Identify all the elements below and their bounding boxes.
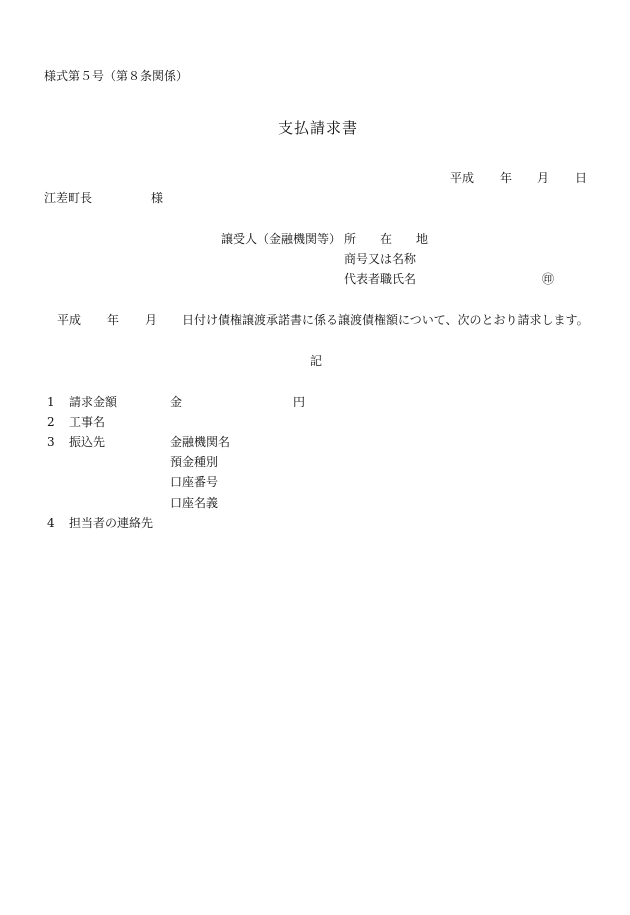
date-year: 年 [500,171,513,185]
date-month: 月 [537,171,550,185]
trade-name-label: 商号又は名称 [344,252,417,266]
representative-label: 代表者職氏名 [344,272,417,286]
addressee-honorific: 様 [151,191,164,205]
item-4-label: 担当者の連絡先 [69,516,154,530]
claimant-role: 譲受人（金融機関等） [221,232,342,246]
document-title: 支払請求書 [278,119,359,137]
ki-mark: 記 [310,354,323,368]
statement-text: 日付け債権譲渡承諾書に係る譲渡債権額について、次のとおり請求します。 [182,313,589,327]
addressee-name: 江差町長 [44,191,93,205]
date-day: 日 [575,171,588,185]
date-era: 平成 [450,171,475,185]
statement-month: 月 [145,313,158,327]
item-4-number: 4 [47,516,55,530]
item-1-number: 1 [47,395,55,409]
account-holder-label: 口座名義 [170,496,219,510]
item-2-label: 工事名 [69,415,106,429]
statement-year: 年 [107,313,120,327]
item-1-prefix: 金 [170,395,183,409]
item-2-number: 2 [47,415,55,429]
form-number: 様式第５号（第８条関係） [44,69,189,83]
statement-era: 平成 [57,313,82,327]
address-label: 所 在 地 [344,232,429,246]
bank-name-label: 金融機関名 [170,435,231,449]
account-number-label: 口座番号 [170,475,219,489]
item-1-suffix: 円 [293,395,306,409]
item-3-label: 振込先 [69,435,106,449]
seal-mark: ㊞ [542,272,555,286]
item-1-label: 請求金額 [69,395,118,409]
deposit-type-label: 預金種別 [170,455,219,469]
item-3-number: 3 [47,435,55,449]
